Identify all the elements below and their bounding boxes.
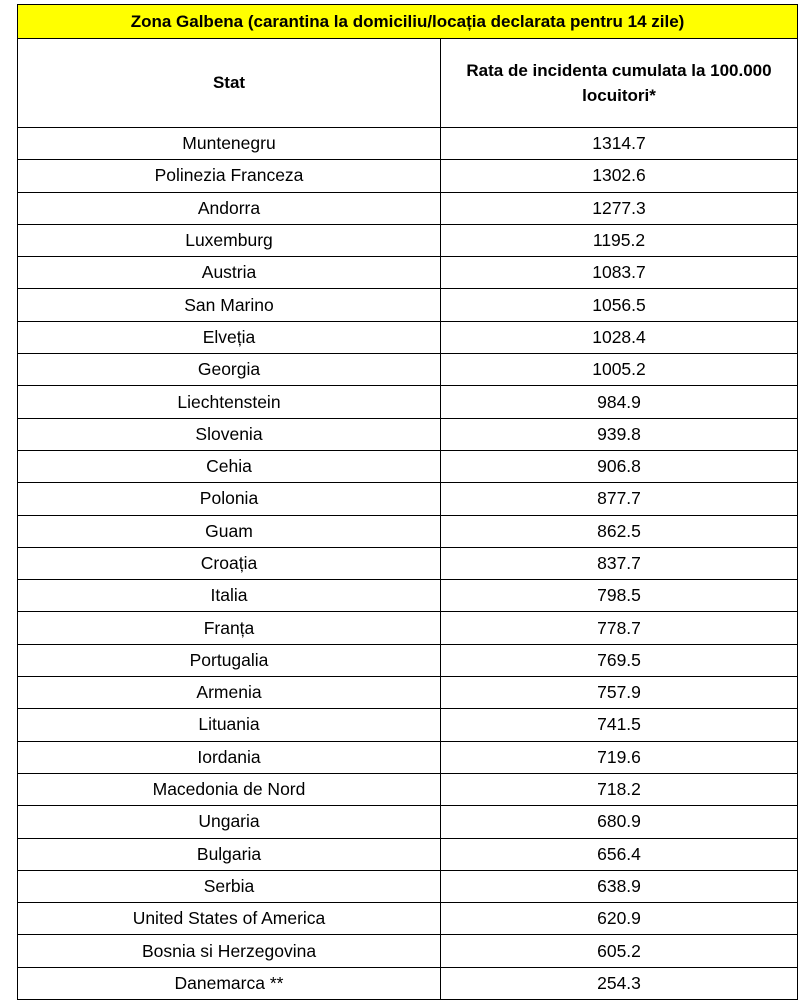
country-cell: Serbia: [18, 870, 441, 902]
country-cell: United States of America: [18, 903, 441, 935]
country-cell: Lituania: [18, 709, 441, 741]
country-cell: Croația: [18, 547, 441, 579]
table-row: [18, 935, 798, 967]
incidence-rate-cell: 680.9: [441, 806, 798, 838]
table-row: [18, 160, 798, 192]
table-row: [18, 450, 798, 482]
incidence-rate-cell: 778.7: [441, 612, 798, 644]
table-row: [18, 580, 798, 612]
table-row: [18, 192, 798, 224]
incidence-rate-cell: 719.6: [441, 741, 798, 773]
incidence-rate-cell: 906.8: [441, 450, 798, 482]
country-cell: Georgia: [18, 354, 441, 386]
incidence-rate-cell: 1195.2: [441, 224, 798, 256]
incidence-rate-cell: 718.2: [441, 773, 798, 805]
country-cell: Elveția: [18, 321, 441, 353]
table-row: [18, 677, 798, 709]
incidence-rate-cell: 1056.5: [441, 289, 798, 321]
country-cell: Cehia: [18, 450, 441, 482]
incidence-rate-cell: 1314.7: [441, 128, 798, 160]
yellow-zone-table-container: [17, 4, 797, 1000]
table-row: [18, 515, 798, 547]
incidence-rate-cell: 757.9: [441, 677, 798, 709]
country-cell: Austria: [18, 257, 441, 289]
table-row: [18, 903, 798, 935]
incidence-rate-cell: 1277.3: [441, 192, 798, 224]
incidence-rate-cell: 798.5: [441, 580, 798, 612]
table-row: [18, 483, 798, 515]
country-cell: Polonia: [18, 483, 441, 515]
country-cell: Italia: [18, 580, 441, 612]
table-body: [18, 128, 798, 1000]
incidence-rate-cell: 254.3: [441, 967, 798, 999]
incidence-rate-cell: 862.5: [441, 515, 798, 547]
table-row: [18, 321, 798, 353]
table-row: [18, 644, 798, 676]
table-row: [18, 806, 798, 838]
incidence-rate-cell: 620.9: [441, 903, 798, 935]
table-row: [18, 967, 798, 999]
incidence-rate-cell: 605.2: [441, 935, 798, 967]
incidence-rate-cell: 656.4: [441, 838, 798, 870]
table-row: [18, 354, 798, 386]
country-cell: Armenia: [18, 677, 441, 709]
country-cell: San Marino: [18, 289, 441, 321]
incidence-rate-cell: 984.9: [441, 386, 798, 418]
country-cell: Portugalia: [18, 644, 441, 676]
yellow-zone-table: [17, 4, 798, 1000]
country-cell: Andorra: [18, 192, 441, 224]
incidence-rate-cell: 769.5: [441, 644, 798, 676]
country-cell: Muntenegru: [18, 128, 441, 160]
table-row: [18, 547, 798, 579]
country-cell: Ungaria: [18, 806, 441, 838]
table-row: [18, 870, 798, 902]
country-cell: Polinezia Franceza: [18, 160, 441, 192]
incidence-rate-cell: 939.8: [441, 418, 798, 450]
table-row: [18, 289, 798, 321]
table-row: [18, 612, 798, 644]
column-header-country: Stat: [18, 39, 441, 128]
table-row: [18, 773, 798, 805]
table-row: [18, 386, 798, 418]
column-header-incidence-rate: Rata de incidenta cumulata la 100.000 locuitori*: [441, 39, 798, 128]
table-row: [18, 709, 798, 741]
country-cell: Luxemburg: [18, 224, 441, 256]
incidence-rate-cell: 1005.2: [441, 354, 798, 386]
incidence-rate-cell: 1028.4: [441, 321, 798, 353]
country-cell: Iordania: [18, 741, 441, 773]
incidence-rate-cell: 741.5: [441, 709, 798, 741]
table-row: [18, 128, 798, 160]
country-cell: Guam: [18, 515, 441, 547]
incidence-rate-cell: 837.7: [441, 547, 798, 579]
table-row: [18, 741, 798, 773]
country-cell: Bulgaria: [18, 838, 441, 870]
incidence-rate-cell: 1302.6: [441, 160, 798, 192]
country-cell: Macedonia de Nord: [18, 773, 441, 805]
country-cell: Franța: [18, 612, 441, 644]
country-cell: Danemarca **: [18, 967, 441, 999]
incidence-rate-cell: 638.9: [441, 870, 798, 902]
table-row: [18, 838, 798, 870]
table-row: [18, 224, 798, 256]
table-banner-title: Zona Galbena (carantina la domiciliu/locația declarata pentru 14 zile): [18, 5, 798, 39]
incidence-rate-cell: 877.7: [441, 483, 798, 515]
table-row: [18, 418, 798, 450]
country-cell: Bosnia si Herzegovina: [18, 935, 441, 967]
country-cell: Liechtenstein: [18, 386, 441, 418]
table-row: [18, 257, 798, 289]
country-cell: Slovenia: [18, 418, 441, 450]
incidence-rate-cell: 1083.7: [441, 257, 798, 289]
